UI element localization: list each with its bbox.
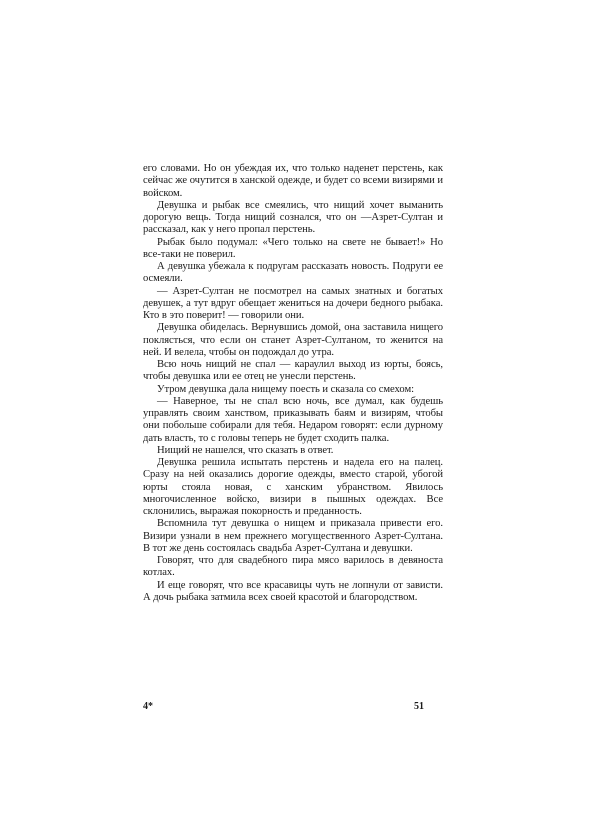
paragraph-2: Девушка и рыбак все смеялись, что нищий хочет выманить дорогую вещь. Тогда нищий сознался, что он —Азрет-Султан и рассказал, как у него пропал перстень.	[143, 199, 443, 236]
paragraph-4: А девушка убежала к подругам рассказать новость. Подруги ее осмеяли.	[143, 261, 443, 285]
page-number: 51	[414, 701, 424, 712]
paragraph-8: Утром девушка дала нищему поесть и сказала со смехом:	[157, 383, 414, 395]
paragraph-3: Рыбак было подумал: «Чего только на свете не бывает!» Но все-таки не поверил.	[143, 236, 443, 260]
paragraph-5: — Азрет-Султан не посмотрел на самых знатных и богатых девушек, а тут вдруг обещает жениться на дочери бедного рыбака. Кто в это поверит! — говорили они.	[143, 285, 443, 321]
paragraph-12: Вспомнила тут девушка о нищем и приказала привести его. Визири узнали в нем прежнего могущественного Азрет-Султана. В тот же день состоялась свадьба Азрет-Султана и девушки.	[143, 518, 443, 554]
paragraph-9: — Наверное, ты не спал всю ночь, все думал, как будешь управлять своим ханством, приказывать баям и визирям, чтобы они побольше собирали для тебя. Недаром говорят: если дурному дать власть, то с головы теперь не будет сходить палка.	[143, 395, 443, 444]
paragraph-1: его словами. Но он убеждая их, что только наденет перстень, как сейчас же очутится в ханской одежде, и будет со всеми визирями и войском.	[143, 163, 443, 199]
paragraph-11: Девушка решила испытать перстень и надела его на палец. Сразу на ней оказались дорогие одежды, вместо старой, убогой юрты стояла новая, с ханским убранством. Явилось многочисленное войско, визири в пышных одеждах. Все склонились, выражая покорность и преданность.	[143, 457, 443, 517]
signature-mark: 4*	[143, 701, 153, 712]
paragraph-7: Всю ночь нищий не спал — караулил выход из юрты, боясь, чтобы девушка или ее отец не унесли перстень.	[143, 359, 443, 383]
paragraph-10: Нищий не нашелся, что сказать в ответ.	[157, 444, 334, 456]
paragraph-14: И еще говорят, что все красавицы чуть не лопнули от зависти. А дочь рыбака затмила всех своей красотой и благородством.	[143, 579, 443, 603]
paragraph-13: Говорят, что для свадебного пира мясо варилось в девяноста котлах.	[143, 555, 443, 579]
page-text	[143, 163, 443, 604]
paragraph-6: Девушка обиделась. Вернувшись домой, она заставила нищего поклясться, что если он станет Азрет-Султаном, то женится на ней. И велела, чтобы он подождал до утра.	[143, 322, 443, 358]
